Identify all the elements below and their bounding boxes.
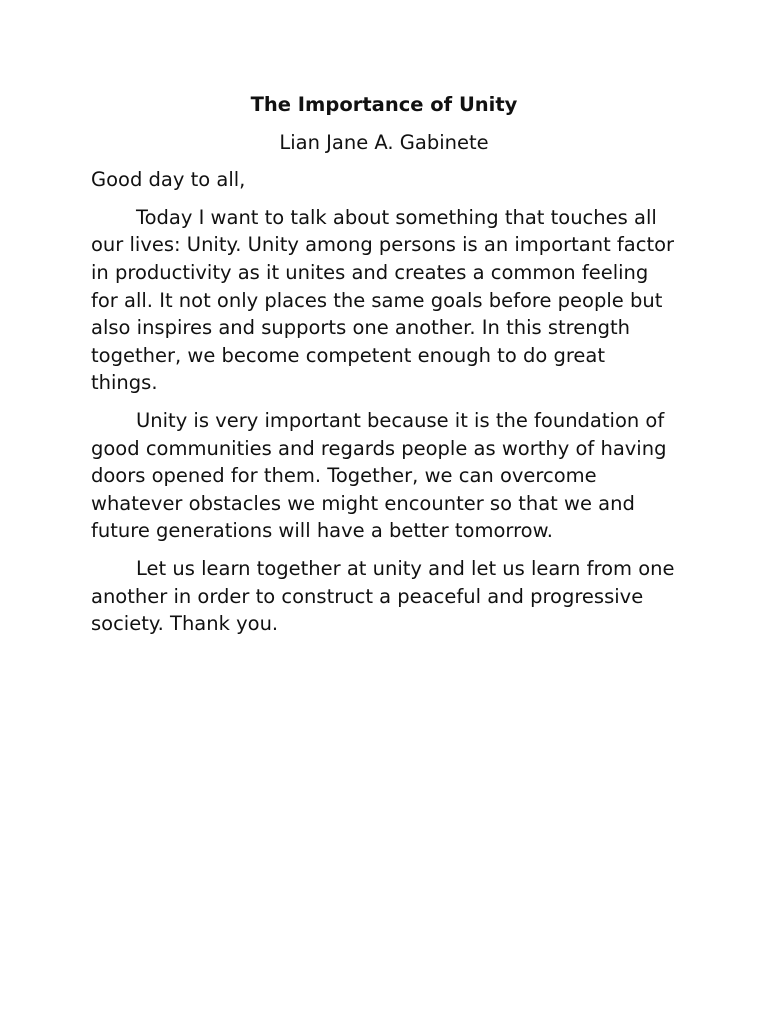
document-title: The Importance of Unity xyxy=(250,93,518,116)
paragraph-1: Today I want to talk about something that touches all our lives: Unity. Unity among persons is an important factor in productivity as it unites and creates a common feeling for all. It not only places the same goals before people but also inspires and supports one another. In this strength together, we become competent enough to do great things. xyxy=(91,205,675,395)
document-body xyxy=(91,166,677,638)
paragraph-2: Unity is very important because it is the foundation of good communities and regards people as worthy of having doors opened for them. Together, we can overcome whatever obstacles we might encounter so that we and future generations will have a better tomorrow. xyxy=(91,408,667,543)
paragraph-3: Let us learn together at unity and let us learn from one another in order to construct a peaceful and progressive society. Thank you. xyxy=(91,556,675,636)
salutation: Good day to all, xyxy=(91,168,246,192)
document-author: Lian Jane A. Gabinete xyxy=(279,130,489,154)
